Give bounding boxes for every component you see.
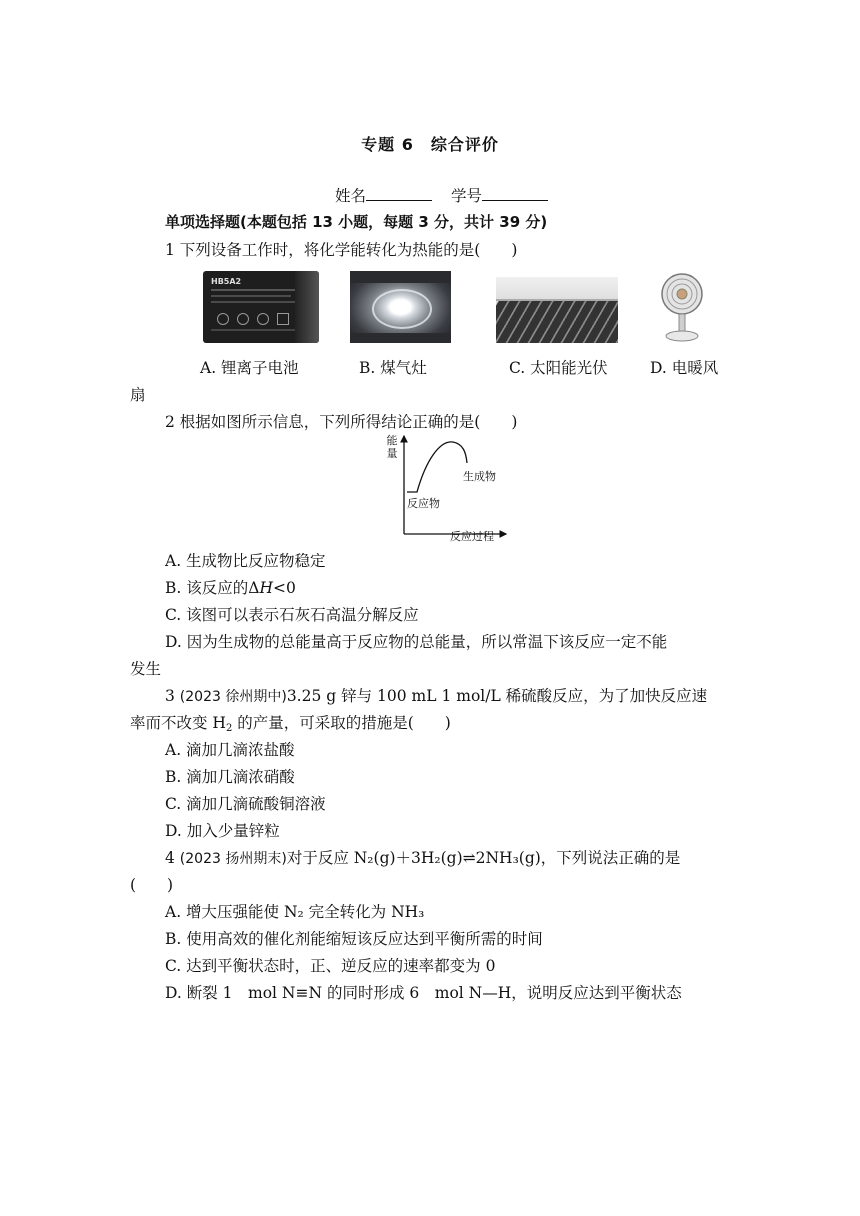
q1-option-b[interactable]: B. 煤气灶 [359, 359, 427, 377]
q1-option-d-wrap: 扇 [130, 386, 146, 404]
id-label: 学号 [450, 187, 482, 205]
y-axis-label-2: 量 [386, 447, 398, 460]
q4-option-d[interactable]: D. 断裂 1 mol N≡N 的同时形成 6 mol N—H，说明反应达到平衡状态 [165, 984, 682, 1002]
question-1-options [0, 356, 860, 376]
q2-option-c[interactable]: C. 该图可以表示石灰石高温分解反应 [165, 606, 419, 624]
q4-equation-text: 对于反应 N₂(g)＋3H₂(g)⇌2NH₃(g)，下列说法正确的是 [286, 849, 681, 867]
battery-label: HB5A2 [211, 277, 242, 286]
question-4-stem [165, 846, 680, 868]
id-blank[interactable] [482, 186, 548, 201]
q2-option-b[interactable] [165, 576, 296, 598]
q2-option-b-var: H [259, 579, 273, 597]
question-3-stem [165, 684, 707, 706]
q4-option-a[interactable]: A. 增大压强能使 N₂ 完全转化为 NH₃ [165, 903, 425, 921]
q4-option-c[interactable]: C. 达到平衡状态时，正、逆反应的速率都变为 0 [165, 957, 496, 975]
section-header: 单项选择题(本题包括 13 小题，每题 3 分，共计 39 分) [165, 213, 548, 231]
name-blank[interactable] [366, 186, 432, 201]
q1-option-d[interactable]: D. 电暖风 [650, 359, 719, 377]
energy-curve [407, 442, 467, 492]
y-axis-label-1: 能 [386, 434, 398, 447]
solar-panel-image [496, 277, 618, 343]
x-axis-label: 反应过程 [450, 530, 494, 542]
q1-option-c[interactable]: C. 太阳能光伏 [509, 359, 608, 377]
q2-option-d[interactable]: D. 因为生成物的总能量高于反应物的总能量，所以常温下该反应一定不能 [165, 633, 668, 651]
q2-option-b-post: <0 [272, 579, 296, 597]
q3-text-2-pre: 率而不改变 H [130, 714, 226, 732]
q4-option-b[interactable]: B. 使用高效的催化剂能缩短该反应达到平衡所需的时间 [165, 930, 543, 948]
page-title: 专题 6 综合评价 [361, 135, 499, 154]
question-1-stem: 1 下列设备工作时，将化学能转化为热能的是( ) [165, 241, 518, 259]
q2-option-b-pre: B. 该反应的Δ [165, 579, 260, 597]
q2-option-a[interactable]: A. 生成物比反应物稳定 [165, 552, 326, 570]
electric-heater-fan-image [658, 270, 706, 346]
name-label: 姓名 [335, 187, 367, 205]
q4-stem-wrap: ( ) [130, 876, 174, 894]
q4-number: 4 [165, 849, 180, 867]
q4-source: (2023 扬州期末) [179, 851, 287, 867]
energy-diagram [360, 430, 510, 542]
reactant-label: 反应物 [407, 497, 440, 510]
q3-number: 3 [165, 687, 180, 705]
q2-option-d-wrap: 发生 [130, 660, 162, 678]
q3-option-a[interactable]: A. 滴加几滴浓盐酸 [165, 741, 295, 759]
question-3-stem-cont [130, 711, 451, 734]
q3-option-d[interactable]: D. 加入少量锌粒 [165, 822, 280, 840]
gas-stove-image [350, 271, 451, 343]
q1-option-a[interactable]: A. 锂离子电池 [200, 359, 299, 377]
student-info [335, 184, 562, 206]
product-label: 生成物 [463, 470, 496, 483]
q3-text-2-sub: 2 [225, 723, 233, 734]
q3-option-c[interactable]: C. 滴加几滴硫酸铜溶液 [165, 795, 326, 813]
q3-text-1: 3.25 g 锌与 100 mL 1 mol/L 稀硫酸反应，为了加快反应速 [286, 687, 708, 705]
q3-text-2-post: 的产量，可采取的措施是( ) [232, 714, 451, 732]
q3-option-b[interactable]: B. 滴加几滴浓硝酸 [165, 768, 295, 786]
question-2-stem: 2 根据如图所示信息，下列所得结论正确的是( ) [165, 413, 518, 431]
q3-source: (2023 徐州期中) [179, 689, 287, 705]
lithium-battery-image [203, 271, 319, 343]
